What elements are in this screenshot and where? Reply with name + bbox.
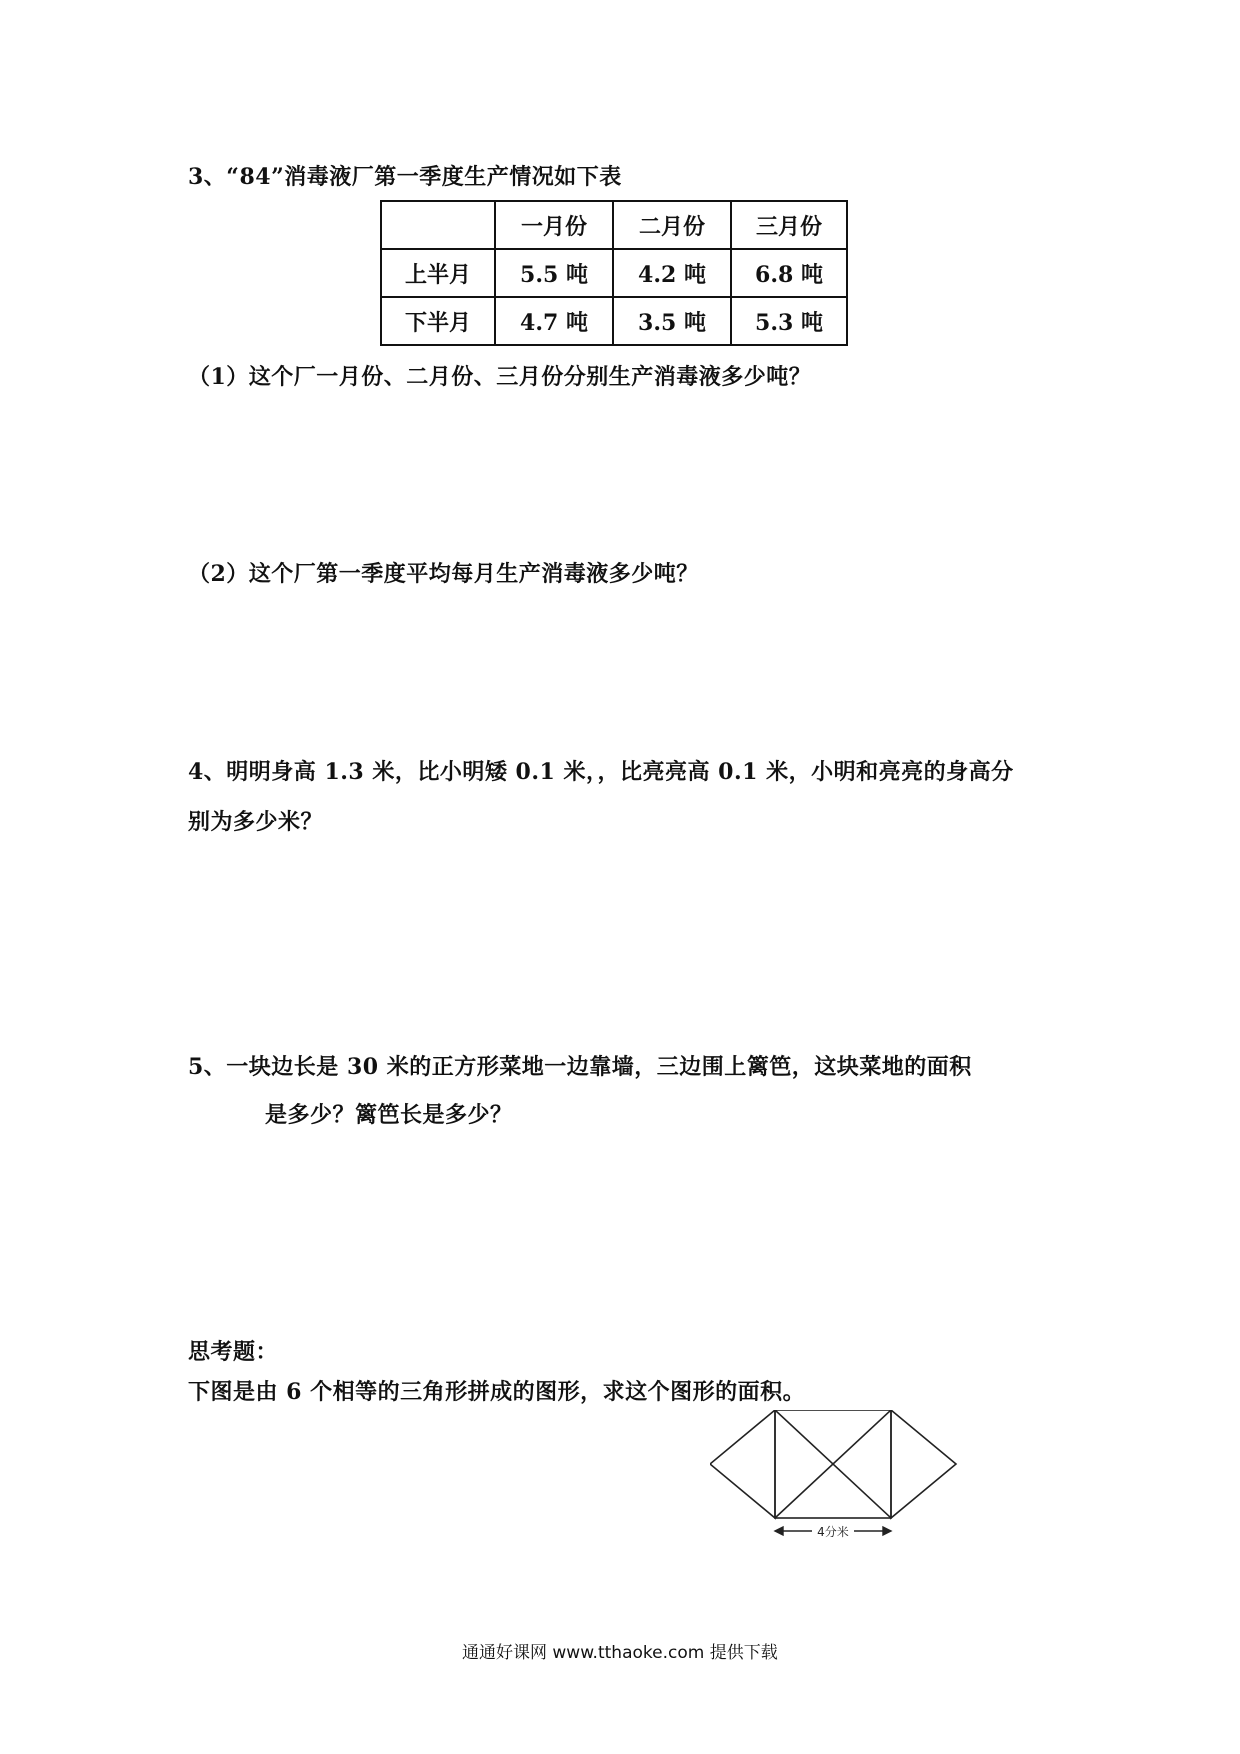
table-cell: 6.8 吨 [731,249,847,297]
table-row [381,297,847,345]
table-row [381,249,847,297]
think-heading: 思考题： [188,1339,279,1365]
footer: 通通好课网 www.tthaoke.com 提供下载 [462,1643,778,1663]
left-arrowhead [775,1527,783,1535]
q5-line2: 是多少？篱笆长是多少？ [265,1102,513,1128]
table-cell: 4.2 吨 [613,249,731,297]
think-question: 下图是由 6 个相等的三角形拼成的图形，求这个图形的面积。 [188,1379,806,1405]
right-arrowhead [883,1527,891,1535]
table-cell: 5.3 吨 [731,297,847,345]
table-cell: 3.5 吨 [613,297,731,345]
table-header-row [381,201,847,249]
table-cell: 5.5 吨 [495,249,613,297]
triangle-figure [710,1410,960,1550]
q3-sub2: （2）这个厂第一季度平均每月生产消毒液多少吨？ [188,561,699,587]
q4-line2: 别为多少米？ [188,809,324,835]
row-label: 下半月 [381,297,495,345]
table-header-cell: 二月份 [613,201,731,249]
q3-sub1: （1）这个厂一月份、二月份、三月份分别生产消毒液多少吨？ [188,364,812,390]
production-table [380,200,848,346]
q4-line1: 4、明明身高 1.3 米，比小明矮 0.1 米，，比亮亮高 0.1 米，小明和亮亮的身高分 [188,759,1014,785]
table-header-cell [381,201,495,249]
right-triangle [891,1410,956,1518]
table-header-cell: 一月份 [495,201,613,249]
table-cell: 4.7 吨 [495,297,613,345]
row-label: 上半月 [381,249,495,297]
q5-line1: 5、一块边长是 30 米的正方形菜地一边靠墙，三边围上篱笆，这块菜地的面积 [188,1054,972,1080]
q3-title: 3、“84”消毒液厂第一季度生产情况如下表 [188,164,622,190]
left-triangle [710,1410,775,1518]
dimension-label: 4分米 [817,1525,849,1539]
table-header-cell: 三月份 [731,201,847,249]
